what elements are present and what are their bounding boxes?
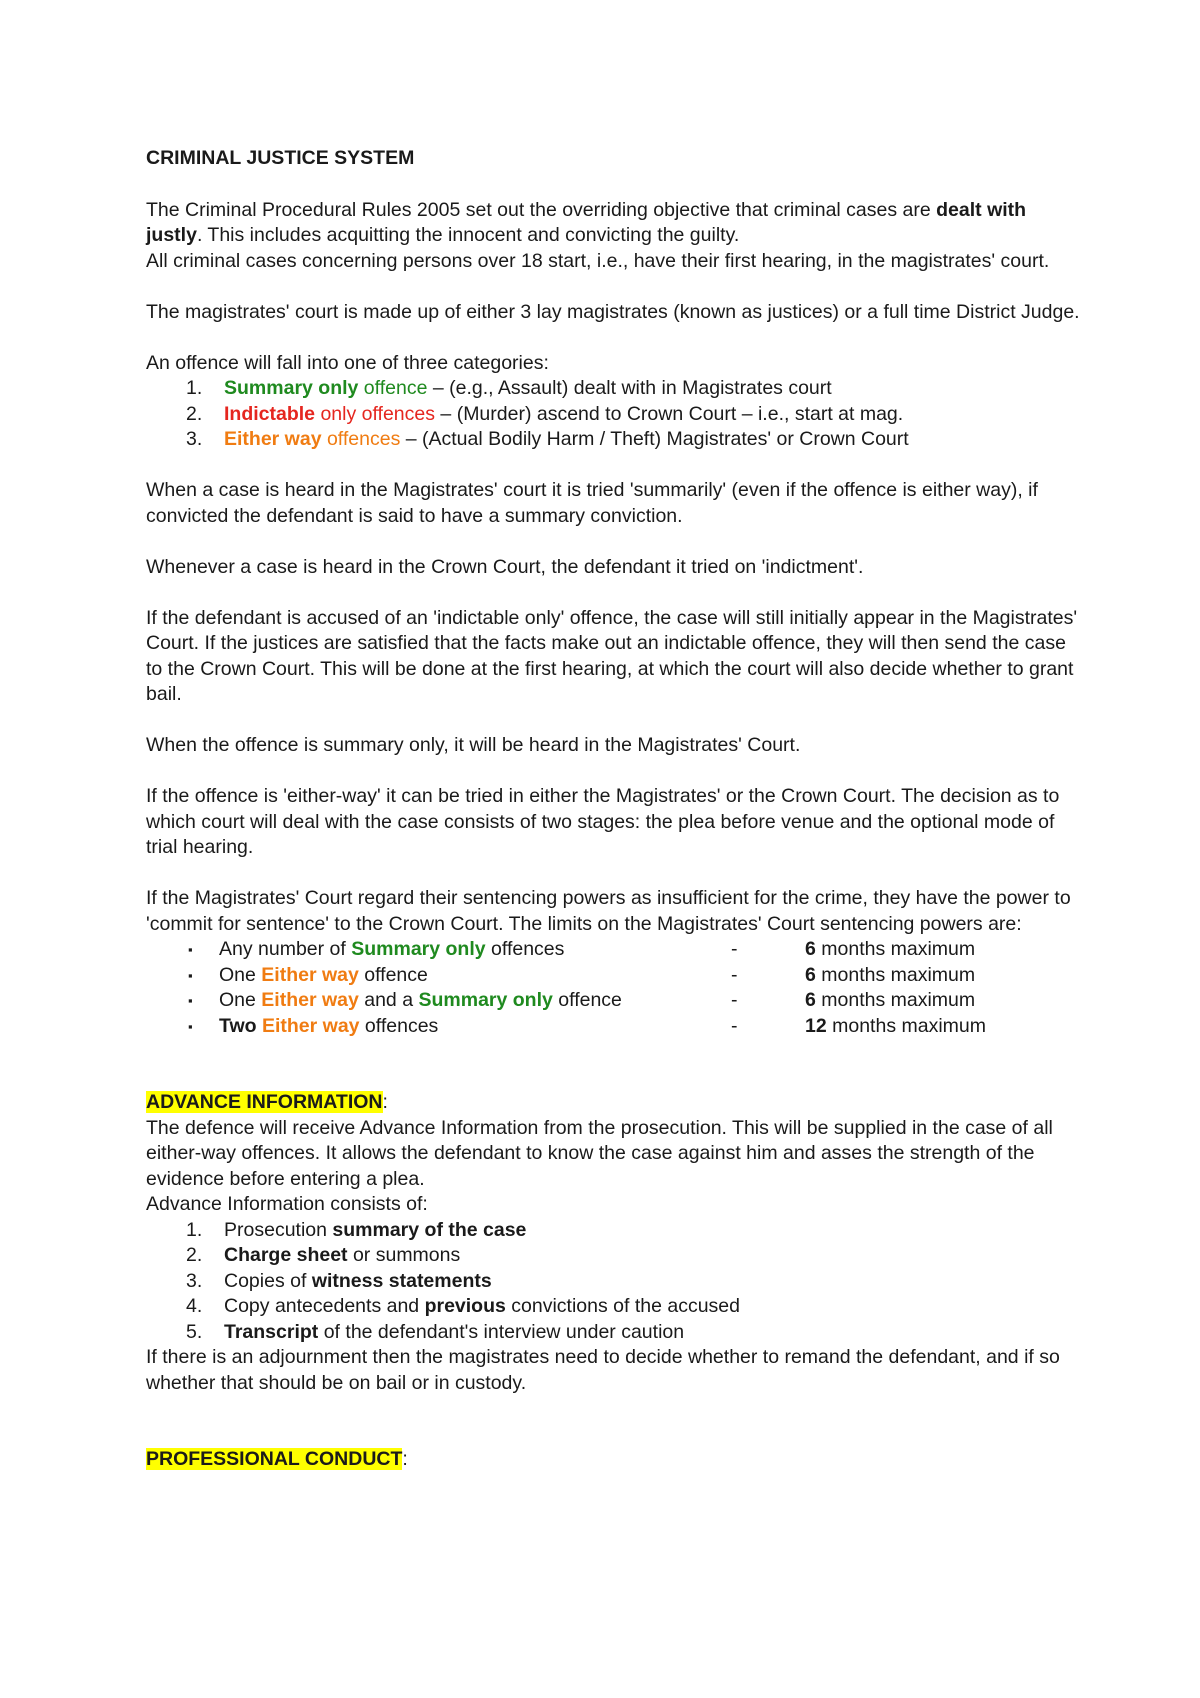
list-item: 1. Prosecution summary of the case	[146, 1218, 1086, 1244]
limit-value: 6 months maximum	[805, 989, 976, 1011]
summary-only-keyword: Summary only	[418, 989, 553, 1011]
category-type: only offences	[315, 402, 436, 425]
either-way-keyword: Either way	[261, 963, 359, 986]
limit-label: One Either way offence	[219, 963, 428, 986]
limit-dash: -	[731, 963, 738, 986]
category-item	[146, 376, 1086, 402]
intro-paragraph	[146, 198, 1086, 275]
bullet-icon: ▪	[188, 1018, 193, 1034]
categories-intro: An offence will fall into one of three categories:	[146, 351, 549, 374]
list-item: 2. Charge sheet or summons	[146, 1243, 1086, 1269]
limit-row	[146, 963, 1086, 989]
document-content	[146, 146, 1086, 1473]
limit-value: 6 months maximum	[805, 963, 976, 986]
limit-dash: -	[731, 938, 738, 960]
limit-dash: -	[731, 989, 738, 1011]
list-number: 3.	[186, 1269, 203, 1292]
category-item	[146, 427, 1086, 453]
document-title: CRIMINAL JUSTICE SYSTEM	[146, 147, 415, 169]
limit-row	[146, 988, 1086, 1014]
intro-text: The Criminal Procedural Rules 2005 set out the overriding objective that criminal cases are	[146, 198, 937, 221]
professional-conduct-heading: PROFESSIONAL CONDUCT	[146, 1448, 403, 1470]
crown-court-paragraph: Whenever a case is heard in the Crown Court, the defendant it tried on 'indictment'.	[146, 555, 864, 578]
list-number: 1.	[186, 377, 203, 399]
sentencing-limits-list	[146, 937, 1086, 1039]
advance-information-paragraph: The defence will receive Advance Information from the prosecution. This will be supplied in the case of all either-way offences. It allows the defendant to know the case against him and asses the strength of the evidence before entering a plea.	[146, 1116, 1053, 1190]
list-number: 3.	[186, 428, 203, 450]
advance-information-consists: Advance Information consists of:	[146, 1193, 428, 1215]
category-type: offences	[321, 428, 401, 450]
list-item: 5. Transcript of the defendant's interview under caution	[146, 1320, 1086, 1346]
dealt-with-justly-emphasis: dealt with justly	[146, 198, 1027, 246]
category-description: – (e.g., Assault) dealt with in Magistrates court	[427, 377, 832, 399]
either-way-paragraph: If the offence is 'either-way' it can be tried in either the Magistrates' or the Crown Court. The decision as to which court will deal with the case consists of two stages: the plea before venue and the optional mode of trial hearing.	[146, 785, 1060, 858]
adjournment-paragraph: If there is an adjournment then the magistrates need to decide whether to remand the defendant, and if so whether that should be on bail or in custody.	[146, 1346, 1060, 1394]
list-item: 4. Copy antecedents and previous convictions of the accused	[146, 1294, 1086, 1320]
sentencing-powers-paragraph: If the Magistrates' Court regard their sentencing powers as insufficient for the crime, they have the power to 'commit for sentence' to the Crown Court. The limits on the Magistrates' Court sentencing powers are:	[146, 887, 1071, 935]
category-keyword: Indictable	[224, 402, 316, 425]
advance-information-heading: ADVANCE INFORMATION	[146, 1091, 383, 1113]
summary-only-keyword: Summary only	[351, 938, 486, 960]
intro-text-cases: All criminal cases concerning persons over 18 start, i.e., have their first hearing, in the magistrates' court.	[146, 249, 1050, 272]
limit-value: 6 months maximum	[805, 938, 976, 960]
category-description: – (Murder) ascend to Crown Court – i.e., start at mag.	[435, 402, 904, 425]
limit-label: One Either way and a Summary only offence	[219, 989, 622, 1011]
list-item: 3. Copies of witness statements	[146, 1269, 1086, 1295]
professional-conduct-heading-line: PROFESSIONAL CONDUCT:	[146, 1448, 408, 1470]
bullet-icon: ▪	[188, 993, 193, 1008]
category-type: offence	[358, 377, 428, 399]
list-number: 5.	[186, 1320, 203, 1343]
category-keyword: Either way	[224, 428, 322, 450]
limit-value: 12 months maximum	[805, 1014, 986, 1037]
limit-label: Any number of Summary only offences	[219, 938, 565, 960]
bullet-icon: ▪	[188, 942, 193, 957]
limit-dash: -	[731, 1014, 738, 1037]
list-number: 4.	[186, 1295, 203, 1317]
category-item	[146, 402, 1086, 428]
either-way-keyword: Either way	[261, 1014, 360, 1037]
list-number: 2.	[186, 1244, 203, 1266]
indictable-only-paragraph: If the defendant is accused of an 'indictable only' offence, the case will still initially appear in the Magistrates' Court. If the justices are satisfied that the facts make out an indictable offence, they will then send the case to the Crown Court. This will be done at the first hearing, at which the court will also decide whether to grant bail.	[146, 606, 1078, 705]
either-way-keyword: Either way	[261, 989, 359, 1011]
summary-trial-paragraph: When a case is heard in the Magistrates' court it is tried 'summarily' (even if the offence is either way), if convicted the defendant is said to have a summary conviction.	[146, 479, 1038, 527]
limit-row	[146, 937, 1086, 963]
list-number: 2.	[186, 402, 203, 425]
advance-information-heading-line: ADVANCE INFORMATION:	[146, 1091, 388, 1113]
bullet-icon: ▪	[188, 967, 193, 983]
limit-label: Two Either way offences	[219, 1014, 439, 1037]
intro-text-cont: . This includes acquitting the innocent and convicting the guilty.	[196, 224, 740, 246]
limit-row	[146, 1014, 1086, 1040]
list-number: 1.	[186, 1218, 203, 1241]
category-description: – (Actual Bodily Harm / Theft) Magistrates' or Crown Court	[400, 428, 909, 450]
advance-information-list	[146, 1218, 1086, 1346]
category-keyword: Summary only	[224, 377, 359, 399]
offence-categories-list	[146, 376, 1086, 453]
magistrates-court-paragraph: The magistrates' court is made up of either 3 lay magistrates (known as justices) or a full time District Judge.	[146, 300, 1080, 323]
summary-only-paragraph: When the offence is summary only, it will be heard in the Magistrates' Court.	[146, 734, 801, 756]
